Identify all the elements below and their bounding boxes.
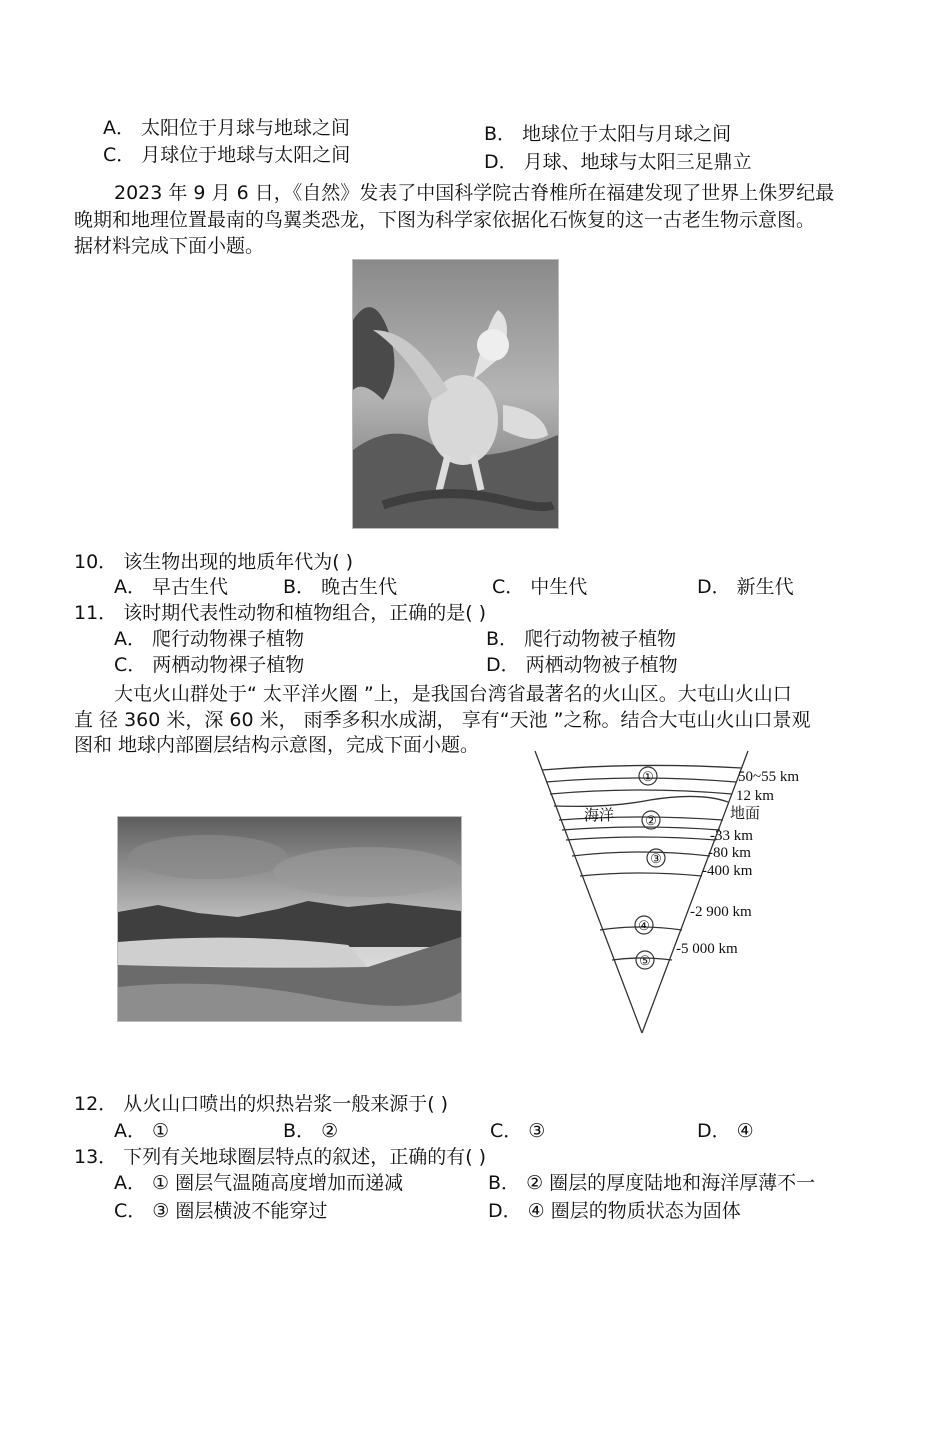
depth-label: -5 000 km [676,941,738,957]
ocean-label: 海洋 [584,806,615,824]
q10-option-a: A． 早古生代 [114,576,229,598]
q11-option-b: B． 爬行动物被子植物 [486,628,677,650]
q11-option-a: A． 爬行动物裸子植物 [114,628,305,650]
depth-label: -80 km [708,845,751,861]
q13-option-a: A． ① 圈层气温随高度增加而递减 [114,1172,404,1194]
passage2-line3: 图和 地球内部圈层结构示意图，完成下面小题。 [74,734,480,756]
layer-1-number: ① [642,769,654,784]
q12-stem: 12． 从火山口喷出的炽热岩浆一般来源于( ) [74,1093,449,1115]
earth-layers-diagram [530,748,835,1038]
q9-option-a: A． 太阳位于月球与地球之间 [103,117,351,139]
passage2-line2: 直 径 360 米，深 60 米， 雨季多积水成湖， 享有“天池 ”之称。结合大屯山火山口景观 [74,709,811,731]
q12-option-a: A． ① [114,1120,170,1142]
q9-option-c: C． 月球位于地球与太阳之间 [103,144,351,166]
crater-lake-photo [117,816,462,1022]
passage1-line3: 据材料完成下面小题。 [74,235,265,257]
q11-stem: 11． 该时期代表性动物和植物组合，正确的是( ) [74,602,487,624]
q12-option-d: D． ④ [697,1120,754,1142]
q9-option-d: D． 月球、地球与太阳三足鼎立 [484,151,752,173]
q10-option-d: D． 新生代 [697,576,794,598]
q12-option-c: C． ③ [490,1120,546,1142]
ground-label: 地面 [730,804,761,822]
depth-label: -33 km [710,828,753,844]
depth-label: 50~55 km [738,769,800,785]
passage1-line2: 晚期和地理位置最南的鸟翼类恐龙，下图为科学家依据化石恢复的这一古老生物示意图。 [74,209,816,231]
depth-label: -400 km [702,863,753,879]
passage2-line1: 大屯火山群处于“ 太平洋火圈 ”上，是我国台湾省最著名的火山区。大屯山火山口 [114,683,792,705]
depth-label: 12 km [736,788,774,804]
layer-5-number: ⑤ [639,953,651,968]
q10-stem: 10． 该生物出现的地质年代为( ) [74,551,354,573]
passage1-line1: 2023 年 9 月 6 日，《自然》发表了中国科学院古脊椎所在福建发现了世界上侏罗纪最 [114,182,835,204]
q10-option-b: B． 晚古生代 [283,576,398,598]
q12-option-b: B． ② [283,1120,339,1142]
q11-option-c: C． 两栖动物裸子植物 [114,654,305,676]
q9-option-b: B． 地球位于太阳与月球之间 [484,123,732,145]
q13-option-b: B． ② 圈层的厚度陆地和海洋厚薄不一 [488,1172,816,1194]
q11-option-d: D． 两栖动物被子植物 [486,654,678,676]
layer-4-number: ④ [638,918,650,933]
layer-2-number: ② [645,813,657,828]
dinosaur-illustration [352,259,559,529]
depth-label: -2 900 km [690,904,752,920]
q13-stem: 13． 下列有关地球圈层特点的叙述，正确的有( ) [74,1146,487,1168]
q13-option-c: C． ③ 圈层横波不能穿过 [114,1200,328,1222]
q10-option-c: C． 中生代 [492,576,588,598]
layer-3-number: ③ [650,851,662,866]
q13-option-d: D． ④ 圈层的物质状态为固体 [488,1200,741,1222]
